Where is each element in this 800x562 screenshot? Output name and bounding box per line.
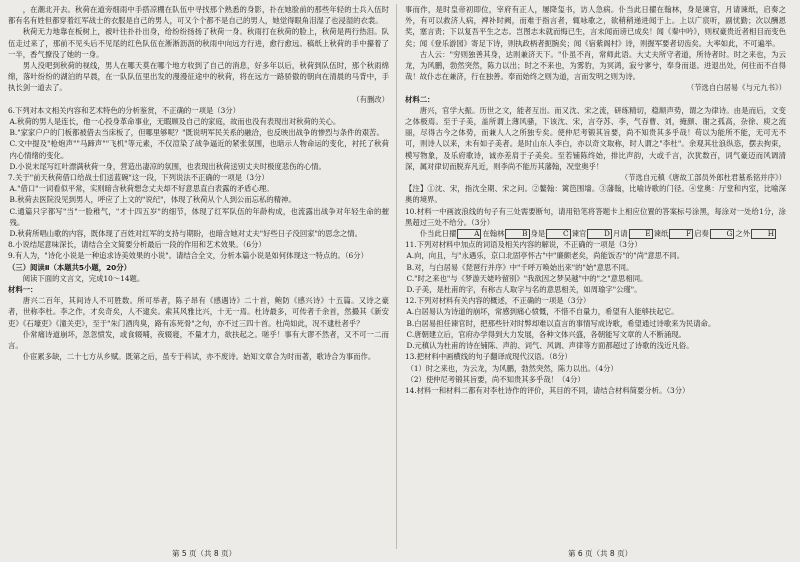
- material-1-paragraph: 事而作，是时皇帝初即位，宰府有正人，屡降玺书，访人急病。仆当此日擢在翰林，身是谏官，月请谏纸，启奏之外，有可以救济人病，裨补时阙，而难于指言者，辄咏歌之，欲稍稍递进闻于上。上以广宸听，副忧勤；次以酬恩奖，塞言责；下以复吾平生之志。岂图志未就而悔已生，言未闻而谤已成矣！闻《秦中吟》，则权豪贵近者相目而变色矣；闻《登乐游园》寄足下诗，则执政柄者扼腕矣；闻《宿紫阁村》诗，则握军要者切齿矣。大率如此，不可遍举。: [405, 5, 786, 48]
- line-text: 当此日擢: [427, 229, 457, 239]
- line-text: 身是: [530, 229, 546, 239]
- section-intro: 阅读下面的文言文，完成10～14题。: [22, 273, 145, 283]
- question-stem: 7.关于"前天秋荷借口给战士们送蓝碗"这一段，下列说法不正确的一项是（3分）: [8, 173, 269, 183]
- option-b: B.白居易担任谏官时，把那些针对时弊却难以直言的事情写成诗歌，希望通过诗歌来为民请命。: [406, 318, 716, 328]
- option-d: D.小说末尾写红叶漂满秋荷一身，营造出凄凉的氛围，也表现出秋荷送别丈夫时极度悲伤的心情。: [9, 161, 326, 171]
- page-number-left: 第 5 页（共 8 页）: [172, 549, 237, 558]
- option-a: A.秋荷的男人是连长，他一心投身革命事业，无暇顾及自己的家庭，故而也没有表现出对秋荷的关心。: [9, 117, 341, 127]
- material-2-title: 材料二：: [405, 94, 435, 104]
- option-a: A."借口"一词看似平常，实则暗含秋荷想念丈夫却不好意思直白表露的矛盾心理。: [9, 184, 274, 194]
- question-13: [405, 351, 786, 385]
- material-1-paragraph: 古人云："穷则独善其身，达则兼济天下。"仆虽不肖，常师此语。大丈夫所守者道，所待者时。时之来也，为云龙，为风鹏，勃然突然，陈力以出；时之不来也，为雾豹，为冥鸿，寂兮寥兮，奉身而退。进退出处，何往而不自得哉！故仆志在兼济，行在独善。奉而始终之则为道，言而发明之则为诗。: [405, 49, 786, 82]
- material-2-source: （节选自元稹《唐故工部员外郎杜君墓系铭并序》）: [620, 173, 786, 183]
- right-page: [405, 4, 786, 544]
- line-text: 仆: [419, 229, 428, 239]
- option-b: B."家家户户的门板都被借去当床板了，但哪里够呢？"既说明军民关系的融洽，也反映出战争的惨烈与条件的艰苦。: [9, 128, 384, 138]
- line-text: 之外: [735, 229, 751, 239]
- material-1-source: （节选自白居易《与元九书》）: [686, 83, 786, 93]
- option-d: D.子美，是杜甫的字，有称古人取字与名的意思相关，如周瑜字"公瑾"。: [406, 285, 642, 295]
- material-2-paragraph: 唐兴，官学大振。历世之文，能者互出。而又沈、宋之流，研练精切，稳顺声势，谓之为律诗。由是而后，文变之体极焉。至于子美，盖所谓上薄风骚，下该沈、宋，言夺苏、李，气吞曹、刘，掩颜、谢之孤高，杂徐、庾之流丽，尽得古今之体势，而兼人人之所独专矣。使仲尼考锻其旨要，尚不知贵其多乎哉！苟以为能所不能，无可无不可，则诗人以来，未有如子美者。是时山东人李白，亦以奇文取称，时人谓之"李杜"。余观其壮浪纵恣，摆去拘束，模写物象，及乐府歌诗，诚亦差肩于子美矣。至若铺陈终始，排比声韵，大或千言，次犹数百，词气豪迈而风调清深，属对律切而脱弃凡近，则李尚不能历其藩翰，况堂奥乎！: [405, 105, 786, 171]
- break-option-box[interactable]: A: [457, 229, 481, 239]
- passage-source: （有删改）: [352, 94, 389, 104]
- option-b: B.秋荷去医院没见到男人，呼应了上文的"说纪"，体现了秋荷从个人到公而忘私的精神。: [9, 195, 296, 205]
- punctuation-line: [405, 228, 786, 239]
- option-c: C."时之来也"与《梦游天姥吟留别》"我欲因之梦吴越"中的"之"意思相同。: [406, 273, 648, 283]
- page-number-right: 第 6 页（共 8 页）: [568, 549, 633, 558]
- option-c: C.文中提及"枪炮声""马蹄声""飞机"等元素，不仅渲染了战争逼近的紧张氛围，也暗示人物命运的变化，衬托了秋荷内心情绪的变化。: [9, 139, 389, 160]
- question-9: 9.有人为，"诗化小说是一种追求诗美效果的小说"。请结合全文，分析本篇小说是如何体现这一特点的。（6分）: [8, 251, 368, 261]
- material-1-title: 材料一：: [8, 285, 38, 295]
- question-11: [405, 239, 786, 295]
- option-c: C.唐朝建立后，官府办学得到大力发展，各种文体兴盛，各朝能写文章的人不断涌现。: [406, 329, 686, 339]
- passage-paragraph: 男人没吧到秋荷的视线，男人在哪天莫在哪个地方收到了自己的消息，好多年以后，秋荷到队伍时，那个秋雨绵绵，落叶纷纷的湖泊的早晨，在一队队伍里出发的漫漫征途中的秋荷，将在远方一路骄傲的朝向在清晨的马背中，手执长剑一道去了。: [8, 61, 389, 93]
- line-text: 启奏: [694, 229, 709, 239]
- question-8: 8.小说结尾意味深长，请结合全文简要分析最后一段的作用和艺术效果。（6分）: [8, 240, 266, 250]
- line-text: 谏官: [571, 229, 587, 239]
- passage-paragraph: ，在潮北开去。秋荷在道旁细雨中手搭凉棚在队伍中寻找那个熟悉的身影，扑在她脸前的那些年轻的士兵入伍时都有名有姓但都穿着红军战士的衣服是自己的男人，可又个个都不是自己的男人，她觉得眼角泪湿了也浸湿的衣裳。: [8, 5, 389, 26]
- question-7: [8, 172, 389, 239]
- question-6: [8, 105, 389, 172]
- material-1-paragraph: 唐兴二百年，其间诗人不可胜数。所可举者，陈子昂有《感遇诗》二十首，鲍防《感兴诗》十五篇。又诗之豪者，世称李杜。李之作，才矣奇矣，人不逮矣。索其风雅比兴，十无一焉。杜诗最多，可传者千余首，然撮其《新安吏》《石壕吏》《潼关吏》，至于"朱门酒肉臭，路有冻死骨"之句，亦不过三四十首。杜尚如此，况不逮杜者乎？: [8, 296, 389, 328]
- option-a: A.向，向且，与"永遇乐，京口北固亭怀古"中"廉颇老矣，尚能饭否"的"尚"意思不同。: [406, 251, 685, 261]
- break-option-box[interactable]: H: [751, 229, 776, 239]
- break-option-box[interactable]: B: [505, 229, 529, 239]
- question-14: 14.材料一和材料二都有对李杜诗作的评价，其目的不同，请结合材料简要分析。（3分）: [405, 385, 690, 395]
- question-12: [405, 295, 786, 351]
- passage-paragraph: 秋荷无力地靠在板树上，被叶往扑扑出身，给纷纷扬扬了秋荷一身。秋雨打在秋荷的脸上，秋荷是两行热泪。队伍走过来了，那前不见头后不见尾的红色队伍在淅淅沥沥的秋雨中向远方行进，愈行愈远。稿纸上秋荷的手中攥着了一半，香气撩没了她的一身。: [8, 27, 389, 59]
- page-divider: [396, 4, 397, 549]
- option-c: C.通篇只字都写"当"一脸稚气，"才十四五岁"的细节，体现了红军队伍的年龄构成，也流露出战争对年轻生命的摧残。: [9, 206, 389, 227]
- left-page: [8, 4, 389, 544]
- section-title: （三）阅读Ⅱ（本题共5小题，20分）: [8, 262, 131, 272]
- option-a: A.白居易认为诗道的崩坏，常感到痛心愤慨，不惜不自量力，希望有人能够扶起它。: [406, 307, 679, 317]
- line-text: 谏纸: [653, 229, 669, 239]
- break-option-box[interactable]: G: [710, 229, 735, 239]
- material-1-paragraph: 仆常痛诗道崩坏，忽忽愤发，或食辍哺，夜辍寝，不量才力，欲扶起之。嗟乎！事有大谬不然者，又不可一二而言。: [8, 329, 389, 351]
- option-d: D.秋荷所唱山歌的内容，既体现了百姓对红军的支持与期盼，也暗含她对丈夫"好些日子没回家"的思念之情。: [9, 229, 362, 239]
- break-option-box[interactable]: E: [629, 229, 653, 239]
- break-option-box[interactable]: C: [546, 229, 570, 239]
- line-text: 月请: [612, 229, 628, 239]
- option-d: D.元稹认为杜甫的诗在铺陈、声韵、词气、风调、声律等方面都超过了诗歌的浅近凡俗。: [406, 341, 694, 351]
- line-text: 在翰林: [482, 229, 505, 239]
- option-b: B.对，与白居易《琵琶行并序》中"千呼万唤始出来"的"始"意思不同。: [406, 262, 634, 272]
- question-stem: 11.下列对材料中加点的词语及相关内容的解说，不正确的一项是（3分）: [405, 240, 642, 250]
- question-stem: 12.下列对材料有关内容的概述，不正确的一项是（3分）: [405, 296, 591, 306]
- break-option-box[interactable]: F: [669, 229, 693, 239]
- annotation-note: 【注】①沈、宋，指沈全期、宋之问。②鳌翰：篱笆围墙。③藩翰，比喻诗歌的门径。④堂奥：厅堂和内室，比喻深奥的境界。: [405, 184, 786, 205]
- question-stem: 6.下列对本文相关内容和艺术特色的分析鉴赏，不正确的一项是（3分）: [8, 105, 240, 115]
- question-stem: 10.材料一中画波浪线的句子有三处需要断句，请用铅笔将答题卡上相应位置的答案标号涂黑，每涂对一处给1分，涂黑超过三处不给分。（3分）: [405, 206, 786, 227]
- translation-item: （2）使仲尼考锻其旨要，尚不知贵其多乎哉！（4分）: [406, 374, 585, 384]
- break-option-box[interactable]: D: [587, 229, 612, 239]
- translation-item: （1）时之来也，为云龙，为风鹏，勃然突然，陈力以出。（4分）: [406, 363, 618, 373]
- material-1-paragraph: 仆宦累多缺，二十七方从乡赋。既第之后，虽专于科试，亦不废诗。始知文章合为时而著，歌诗合为事而作。: [22, 352, 376, 362]
- question-stem: 13.把材料中画横线的句子翻译成现代汉语。（8分）: [405, 352, 572, 362]
- question-10: [405, 206, 786, 240]
